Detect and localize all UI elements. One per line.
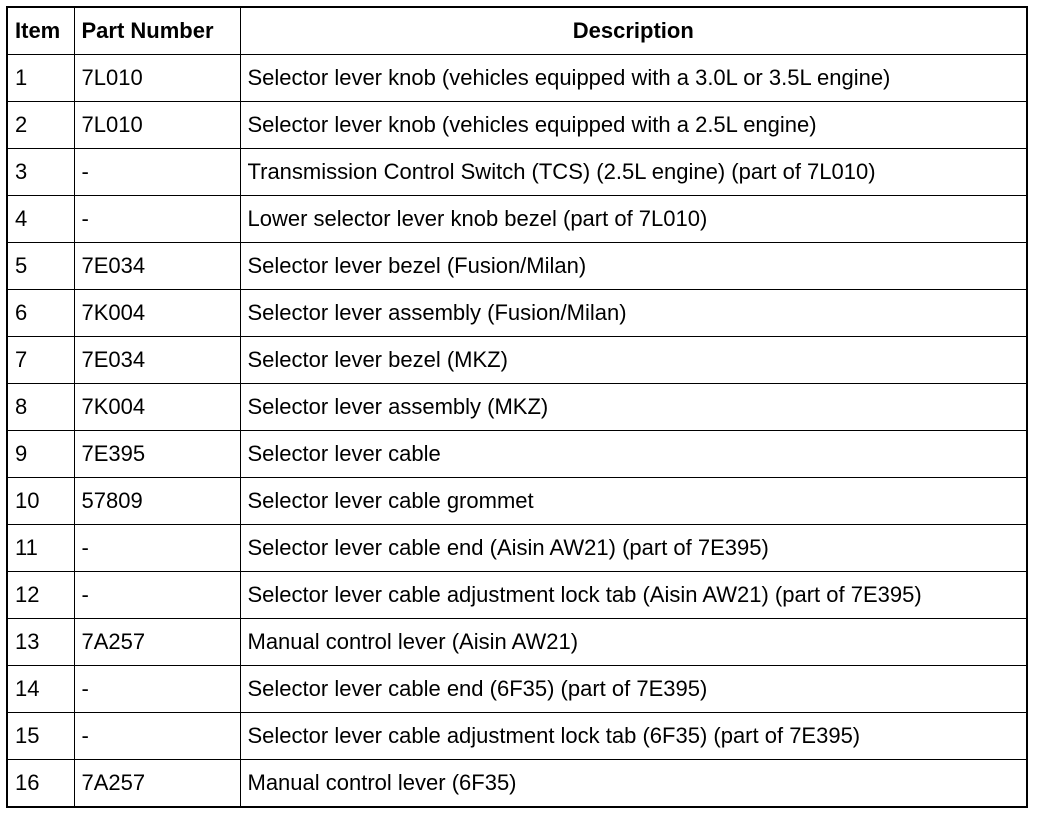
cell-description: Selector lever knob (vehicles equipped with a 3.0L or 3.5L engine) (240, 55, 1027, 102)
cell-item: 11 (7, 525, 74, 572)
cell-description: Selector lever bezel (MKZ) (240, 337, 1027, 384)
cell-item: 2 (7, 102, 74, 149)
cell-description: Transmission Control Switch (TCS) (2.5L engine) (part of 7L010) (240, 149, 1027, 196)
cell-part-number: - (74, 525, 240, 572)
table-body (7, 55, 1027, 808)
cell-item: 10 (7, 478, 74, 525)
table-row (7, 384, 1027, 431)
cell-item: 5 (7, 243, 74, 290)
cell-item: 16 (7, 760, 74, 808)
cell-description: Selector lever assembly (MKZ) (240, 384, 1027, 431)
cell-part-number: 7E034 (74, 243, 240, 290)
table-row (7, 243, 1027, 290)
table-row (7, 666, 1027, 713)
cell-item: 13 (7, 619, 74, 666)
cell-part-number: 7K004 (74, 290, 240, 337)
table-header-row (7, 7, 1027, 55)
table-row (7, 525, 1027, 572)
cell-description: Selector lever bezel (Fusion/Milan) (240, 243, 1027, 290)
column-header-part-number: Part Number (74, 7, 240, 55)
cell-item: 12 (7, 572, 74, 619)
cell-part-number: 57809 (74, 478, 240, 525)
cell-part-number: 7L010 (74, 102, 240, 149)
cell-item: 3 (7, 149, 74, 196)
column-header-description: Description (240, 7, 1027, 55)
table-row (7, 196, 1027, 243)
table-row (7, 760, 1027, 808)
cell-part-number: 7E395 (74, 431, 240, 478)
cell-part-number: 7K004 (74, 384, 240, 431)
cell-item: 4 (7, 196, 74, 243)
cell-description: Selector lever cable end (6F35) (part of 7E395) (240, 666, 1027, 713)
cell-part-number: - (74, 196, 240, 243)
cell-description: Selector lever cable end (Aisin AW21) (part of 7E395) (240, 525, 1027, 572)
cell-description: Selector lever cable (240, 431, 1027, 478)
table-row (7, 713, 1027, 760)
table-row (7, 431, 1027, 478)
table-row (7, 149, 1027, 196)
cell-item: 9 (7, 431, 74, 478)
cell-part-number: 7L010 (74, 55, 240, 102)
table-row (7, 478, 1027, 525)
table-row (7, 102, 1027, 149)
table-row (7, 55, 1027, 102)
cell-description: Selector lever assembly (Fusion/Milan) (240, 290, 1027, 337)
cell-description: Manual control lever (Aisin AW21) (240, 619, 1027, 666)
cell-description: Manual control lever (6F35) (240, 760, 1027, 808)
cell-part-number: - (74, 149, 240, 196)
cell-description: Selector lever knob (vehicles equipped with a 2.5L engine) (240, 102, 1027, 149)
cell-part-number: - (74, 572, 240, 619)
cell-part-number: - (74, 666, 240, 713)
cell-item: 6 (7, 290, 74, 337)
table-row (7, 337, 1027, 384)
cell-item: 14 (7, 666, 74, 713)
parts-table (6, 6, 1028, 808)
cell-description: Selector lever cable grommet (240, 478, 1027, 525)
column-header-item: Item (7, 7, 74, 55)
table-row (7, 572, 1027, 619)
table-row (7, 290, 1027, 337)
cell-part-number: 7A257 (74, 760, 240, 808)
cell-item: 8 (7, 384, 74, 431)
cell-part-number: 7A257 (74, 619, 240, 666)
cell-description: Lower selector lever knob bezel (part of 7L010) (240, 196, 1027, 243)
cell-part-number: - (74, 713, 240, 760)
cell-item: 1 (7, 55, 74, 102)
table-row (7, 619, 1027, 666)
cell-item: 15 (7, 713, 74, 760)
cell-description: Selector lever cable adjustment lock tab (6F35) (part of 7E395) (240, 713, 1027, 760)
cell-part-number: 7E034 (74, 337, 240, 384)
cell-item: 7 (7, 337, 74, 384)
cell-description: Selector lever cable adjustment lock tab (Aisin AW21) (part of 7E395) (240, 572, 1027, 619)
